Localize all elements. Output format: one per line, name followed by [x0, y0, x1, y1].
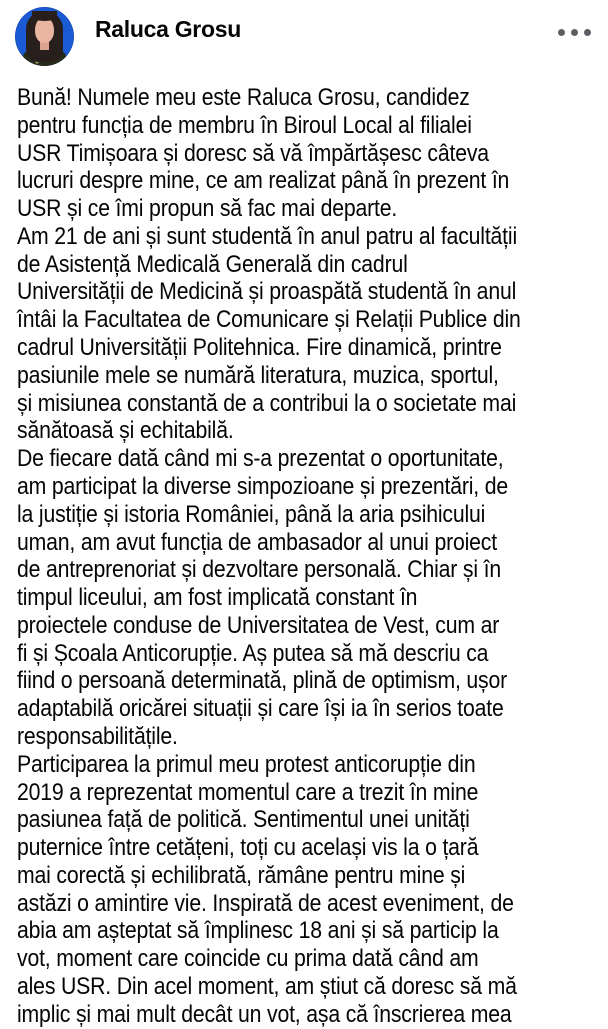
post-text-line: De fiecare dată când mi s-a prezentat o oportunitate, [17, 445, 504, 473]
post-text-line: Bună! Numele meu este Raluca Grosu, candidez [17, 84, 470, 111]
post-text-line: pentru funcția de membru în Biroul Local al filialei [17, 111, 472, 139]
post-text-line: Participarea la primul meu protest anticorupție din [17, 750, 476, 778]
post-text-line: Am 21 de ani și sunt studentă în anul patru al facultății [17, 222, 517, 250]
post-text-line: 2019 a reprezentat momentul care a trezit în mine [17, 778, 479, 806]
post-text-line: vot, moment care coincide cu prima dată când am [17, 945, 479, 973]
post-text-line: puternice între cetățeni, toți cu același vis la o țară [17, 834, 479, 862]
post-text-line: USR Timișoara și doresc să vă împărtășesc câteva [17, 139, 489, 167]
post-text-line: și misiunea constantă de a contribui la o societate mai [17, 389, 517, 417]
ellipsis-horizontal-icon [571, 29, 578, 36]
author-name[interactable]: Raluca Grosu [95, 16, 241, 42]
post-text-line: Universității de Medicină și proaspătă studentă în anul [17, 278, 517, 306]
ellipsis-horizontal-icon [584, 29, 591, 36]
post-text-line: sănătoasă și echitabilă. [17, 417, 234, 445]
post-text-line: ales USR. Din acel moment, am știut că doresc să mă [17, 973, 517, 1000]
post-text-line: de antreprenoriat și dezvoltare personală. Chiar și în [17, 556, 501, 584]
post-text-line: proiectele conduse de Universitatea de Vest, cum ar [17, 611, 500, 639]
post-text-line: pasiunea față de politică. Sentimentul unei unități [17, 806, 470, 834]
post-text-line: USR și ce îmi propun să fac mai departe. [17, 195, 398, 223]
post-text-line: pasiunile mele se numără literatura, muzica, sportul, [17, 361, 499, 389]
post-text-line: mai corectă și echilibrată, rămâne pentru mine și [17, 861, 466, 889]
post-text-line: responsabilitățile. [17, 722, 178, 750]
post-text-line: am participat la diverse simpozioane și prezentări, de [17, 472, 509, 500]
more-options-button[interactable] [556, 27, 593, 38]
post-text-line: fi și Școala Anticorupție. Aș putea să mă descriu ca [17, 639, 489, 667]
post-text [0, 84, 608, 1029]
ellipsis-horizontal-icon [558, 29, 565, 36]
post-text-line: astăzi o amintire vie. Inspirată de acest eveniment, de [17, 889, 514, 917]
post-text-line: de Asistență Medicală Generală din cadrul [17, 250, 408, 278]
avatar-fringe [32, 11, 57, 21]
post-text-line: cadrul Universității Politehnica. Fire dinamică, printre [17, 334, 502, 362]
post-text-line: abia am așteptat să împlinesc 18 ani și să particip la [17, 917, 499, 945]
post-text-line: adaptabilă oricărei situații și care își ia în serios toate [17, 695, 504, 723]
profile-avatar[interactable] [15, 7, 74, 66]
post-text-line: întâi la Facultatea de Comunicare și Relații Publice din [17, 306, 521, 334]
post-text-line: implic și mai mult decât un vot, așa că înscrierea mea [17, 1000, 512, 1028]
post-text-line: fiind o persoană determinată, plină de optimism, ușor [17, 667, 508, 695]
post-text-line: timpul liceului, am fost implicată constant în [17, 584, 418, 612]
post-text-line: uman, am avut funcția de ambasador al unui proiect [17, 528, 497, 556]
post-text-line: lucruri despre mine, ce am realizat până în prezent în [17, 167, 510, 195]
post-text-line: la justiție și istoria României, până la aria psihicului [17, 500, 486, 528]
post-header [0, 0, 608, 66]
